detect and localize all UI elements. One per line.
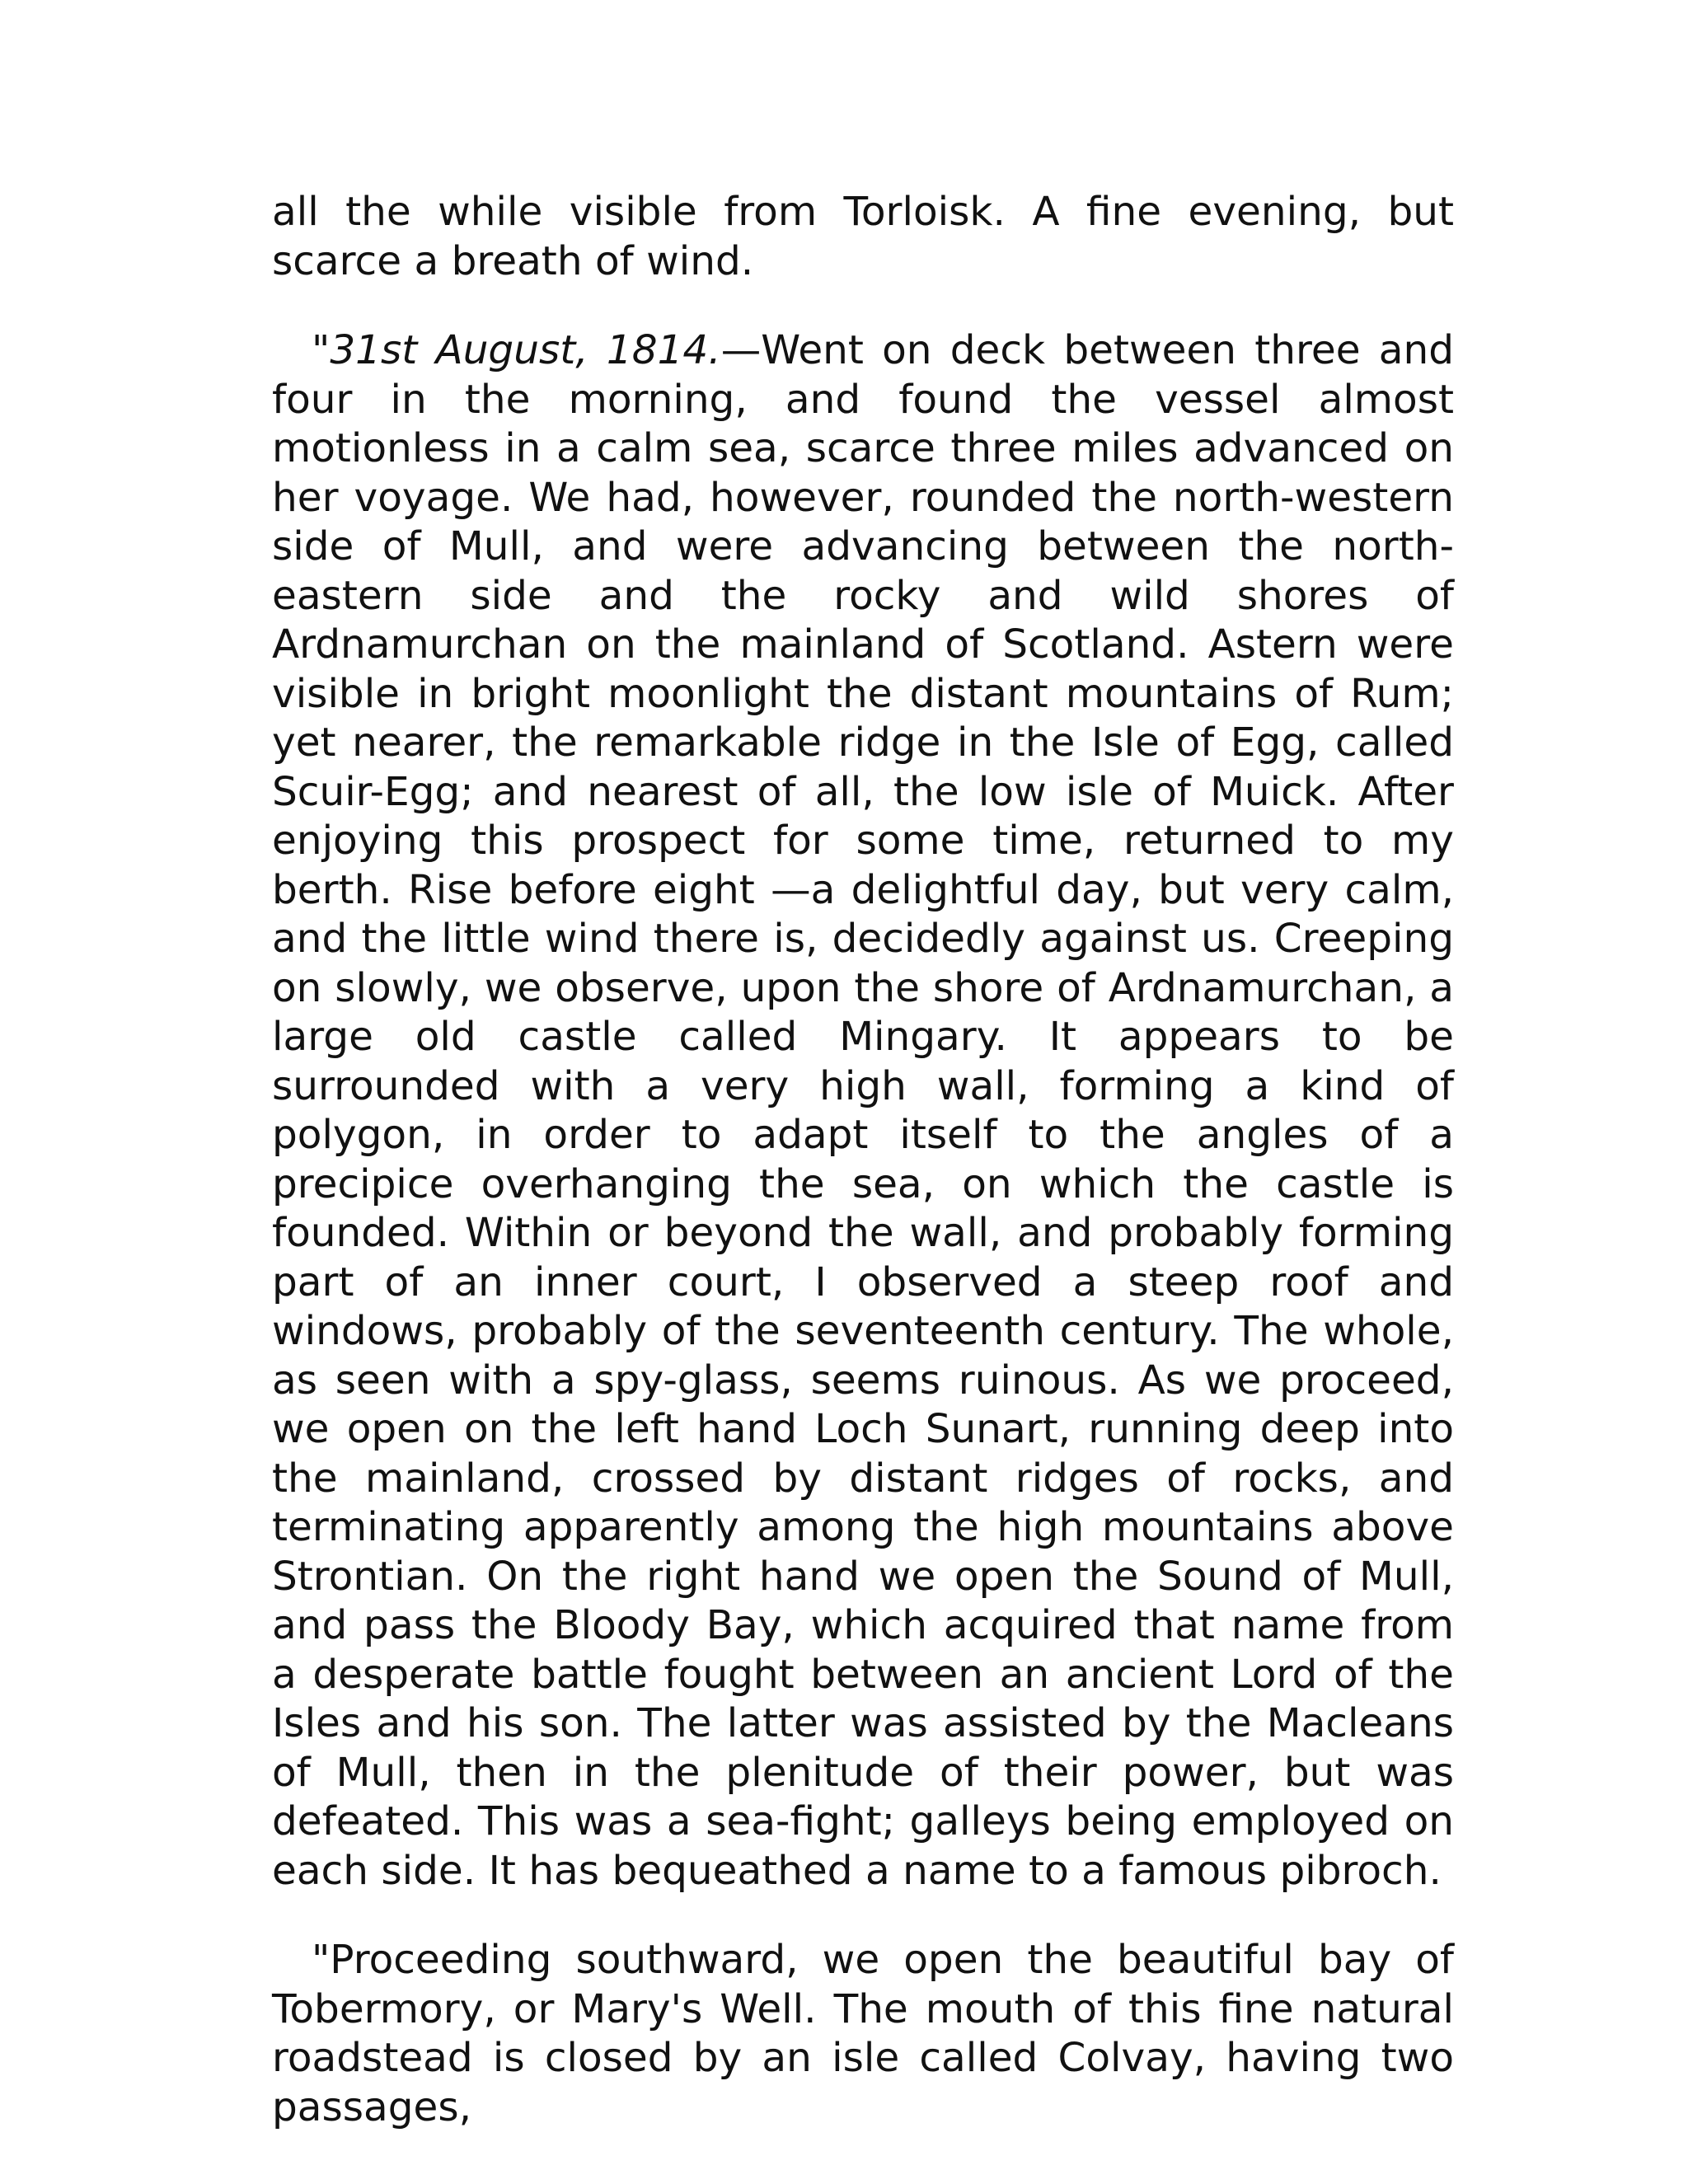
page-body — [272, 188, 1454, 2132]
paragraph-continuation: all the while visible from Torloisk. A fine evening, but scarce a breath of wind. — [272, 189, 1454, 284]
opening-quote: " — [312, 327, 331, 373]
paragraph-proceeding: "Proceeding southward, we open the beautiful bay of Tobermory, or Mary's Well. The mouth of this fine natural roadstead is closed by an isle called Colvay, having two passages, — [272, 1937, 1454, 2130]
entry-date: 31st August, 1814. — [330, 327, 721, 373]
paragraph-journal-entry — [272, 326, 1454, 1896]
entry-text: —Went on deck between three and four in the morning, and found the vessel almost motionless in a calm sea, scarce three miles advanced on her voyage. We had, however, rounded the north-western side of Mull, and were advancing between the north-eastern side and the rocky and wild shores of Ardnamurchan on the mainland of Scotland. Astern were visible in bright moonlight the distant mountains of Rum; yet nearer, the remarkable ridge in the Isle of Egg, called Scuir-Egg; and nearest of all, the low isle of Muick. After enjoying this prospect for some time, returned to my berth. Rise before eight —a delightful day, but very calm, and the little wind there is, decidedly against us. Creeping on slowly, we observe, upon the shore of Ardnamurchan, a large old castle called Mingary. It appears to be surrounded with a very high wall, forming a kind of polygon, in order to adapt itself to the angles of a precipice overhanging the sea, on which the castle is founded. Within or beyond the wall, and probably forming part of an inner court, I observed a steep roof and windows, probably of the seventeenth century. The whole, as seen with a spy-glass, seems ruinous. As we proceed, we open on the left hand Loch Sunart, running deep into the mainland, crossed by distant ridges of rocks, and terminating apparently among the high mountains above Strontian. On the right hand we open the Sound of Mull, and pass the Bloody Bay, which acquired that name from a desperate battle fought between an ancient Lord of the Isles and his son. The latter was assisted by the Macleans of Mull, then in the plenitude of their power, but was defeated. This was a sea-fight; galleys being employed on each side. It has bequeathed a name to a famous pibroch. — [272, 327, 1455, 1894]
